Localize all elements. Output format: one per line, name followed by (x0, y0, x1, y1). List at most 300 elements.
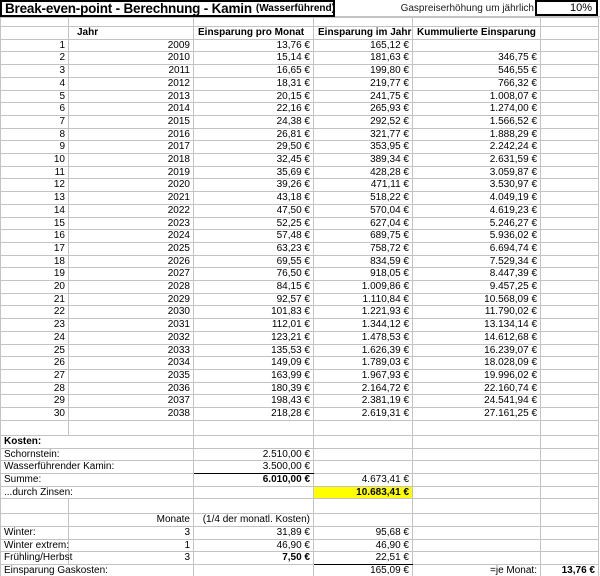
row-number-cell[interactable]: 27 (1, 369, 69, 382)
year-row (1, 103, 599, 116)
empty-cell[interactable] (314, 435, 413, 448)
gas-savings-label[interactable]: Einsparung Gaskosten: (1, 565, 194, 576)
winter-months-cell[interactable]: 3 (69, 527, 194, 540)
empty-cell[interactable] (413, 448, 541, 461)
monthly-saving-cell[interactable]: 26,81 € (194, 128, 314, 141)
winter-per-month-cell[interactable]: 31,89 € (194, 527, 314, 540)
costs-heading[interactable]: Kosten: (1, 435, 194, 448)
row-number-cell[interactable]: 19 (1, 268, 69, 281)
empty-cell[interactable] (541, 103, 599, 116)
monthly-saving-cell[interactable]: 20,15 € (194, 90, 314, 103)
year-cell[interactable]: 2014 (69, 103, 194, 116)
winter-row (1, 527, 599, 540)
empty-cell[interactable] (541, 473, 599, 486)
empty-cell[interactable] (541, 65, 599, 78)
empty-cell[interactable] (413, 420, 541, 435)
monthly-saving-cell[interactable]: 47,50 € (194, 204, 314, 217)
cumulative-saving-cell[interactable]: 22.160,74 € (413, 382, 541, 395)
year-cell[interactable]: 2018 (69, 154, 194, 167)
row-number-cell[interactable]: 29 (1, 395, 69, 408)
monthly-saving-cell[interactable]: 149,09 € (194, 357, 314, 370)
monthly-saving-cell[interactable]: 198,43 € (194, 395, 314, 408)
costs-heading-row (1, 435, 599, 448)
cumulative-saving-cell[interactable]: 14.612,68 € (413, 331, 541, 344)
yearly-saving-cell[interactable]: 292,52 € (314, 115, 413, 128)
empty-cell[interactable] (541, 154, 599, 167)
cumulative-saving-cell[interactable]: 8.447,39 € (413, 268, 541, 281)
year-cell[interactable]: 2032 (69, 331, 194, 344)
empty-cell[interactable] (541, 166, 599, 179)
yearly-saving-cell[interactable]: 428,28 € (314, 166, 413, 179)
sum-row (1, 473, 599, 486)
stove-label[interactable]: Wasserführender Kamin: (1, 461, 194, 474)
yearly-saving-cell[interactable]: 321,77 € (314, 128, 413, 141)
row-number-cell[interactable]: 23 (1, 319, 69, 332)
year-row (1, 39, 599, 52)
year-row (1, 65, 599, 78)
monthly-saving-cell[interactable]: 16,65 € (194, 65, 314, 78)
winter-label[interactable]: Winter: (1, 527, 69, 540)
yearly-saving-cell[interactable]: 389,34 € (314, 154, 413, 167)
empty-cell[interactable] (541, 435, 599, 448)
empty-cell[interactable] (314, 448, 413, 461)
cumulative-saving-cell[interactable]: 766,32 € (413, 77, 541, 90)
empty-cell[interactable] (1, 499, 69, 514)
empty-cell[interactable] (541, 514, 599, 527)
monthly-saving-cell[interactable]: 84,15 € (194, 281, 314, 294)
cumulative-saving-cell[interactable]: 5.246,27 € (413, 217, 541, 230)
year-row (1, 179, 599, 192)
row-number-cell[interactable]: 15 (1, 217, 69, 230)
monthly-saving-cell[interactable]: 76,50 € (194, 268, 314, 281)
yearly-saving-cell[interactable]: 918,05 € (314, 268, 413, 281)
yearly-saving-cell[interactable]: 2.164,72 € (314, 382, 413, 395)
cumulative-saving-cell[interactable]: 13.134,14 € (413, 319, 541, 332)
interest-row (1, 486, 599, 499)
monthly-saving-cell[interactable]: 218,28 € (194, 408, 314, 421)
row-number-cell[interactable]: 14 (1, 204, 69, 217)
cumulative-saving-cell[interactable]: 2.242,24 € (413, 141, 541, 154)
empty-cell[interactable] (69, 18, 194, 27)
year-cell[interactable]: 2035 (69, 369, 194, 382)
empty-cell[interactable] (541, 306, 599, 319)
empty-cell[interactable] (541, 52, 599, 65)
yearly-saving-cell[interactable]: 1.009,86 € (314, 281, 413, 294)
cumulative-saving-cell[interactable]: 27.161,25 € (413, 408, 541, 421)
row-number-cell[interactable]: 26 (1, 357, 69, 370)
empty-cell[interactable] (541, 408, 599, 421)
year-row (1, 331, 599, 344)
yearly-saving-cell[interactable]: 1.967,93 € (314, 369, 413, 382)
cumulative-saving-cell[interactable]: 16.239,07 € (413, 344, 541, 357)
year-cell[interactable]: 2024 (69, 230, 194, 243)
empty-cell[interactable] (541, 27, 599, 40)
sum-costs-cell[interactable]: 6.010,00 € (194, 473, 314, 486)
cumulative-saving-cell[interactable]: 6.694,74 € (413, 242, 541, 255)
year-row (1, 344, 599, 357)
monthly-saving-cell[interactable]: 123,21 € (194, 331, 314, 344)
monthly-saving-cell[interactable]: 92,57 € (194, 293, 314, 306)
monthly-saving-cell[interactable]: 13,76 € (194, 39, 314, 52)
empty-cell[interactable] (194, 486, 314, 499)
sum-label[interactable]: Summe: (1, 473, 194, 486)
cumulative-saving-cell[interactable]: 10.568,09 € (413, 293, 541, 306)
year-cell[interactable]: 2038 (69, 408, 194, 421)
savings-rows (1, 39, 599, 420)
monthly-saving-cell[interactable]: 52,25 € (194, 217, 314, 230)
cumulative-saving-cell[interactable]: 9.457,25 € (413, 281, 541, 294)
empty-cell[interactable] (541, 128, 599, 141)
empty-cell[interactable] (413, 435, 541, 448)
monthly-saving-cell[interactable]: 32,45 € (194, 154, 314, 167)
winter-extrem-row (1, 539, 599, 552)
empty-cell[interactable] (541, 552, 599, 565)
interest-total-cell[interactable]: 10.683,41 € (314, 486, 413, 499)
row-number-cell[interactable]: 7 (1, 115, 69, 128)
yearly-saving-cell[interactable]: 2.619,31 € (314, 408, 413, 421)
empty-cell[interactable] (314, 420, 413, 435)
row-number-cell[interactable]: 17 (1, 242, 69, 255)
year-row (1, 268, 599, 281)
empty-cell[interactable] (541, 499, 599, 514)
empty-cell[interactable] (194, 435, 314, 448)
col-header-einsparung-im-jahr[interactable]: Einsparung im Jahr (314, 27, 413, 40)
yearly-saving-cell[interactable]: 689,75 € (314, 230, 413, 243)
cumulative-saving-cell[interactable]: 2.631,59 € (413, 154, 541, 167)
year-cell[interactable]: 2034 (69, 357, 194, 370)
col-header-jahr[interactable]: Jahr (69, 27, 194, 40)
cumulative-saving-cell[interactable]: 5.936,02 € (413, 230, 541, 243)
empty-cell[interactable] (1, 420, 69, 435)
chimney-label[interactable]: Schornstein: (1, 448, 194, 461)
yearly-saving-cell[interactable]: 627,04 € (314, 217, 413, 230)
empty-cell[interactable] (541, 448, 599, 461)
stove-row (1, 461, 599, 474)
col-header-quarter-note[interactable]: (1/4 der monatl. Kosten) (194, 514, 314, 527)
stove-cost-cell[interactable]: 3.500,00 € (194, 461, 314, 474)
title-suffix: (Wasserführend) (255, 3, 335, 14)
empty-cell[interactable] (541, 382, 599, 395)
empty-cell[interactable] (413, 473, 541, 486)
empty-cell[interactable] (541, 369, 599, 382)
year-row (1, 357, 599, 370)
empty-cell[interactable] (194, 420, 314, 435)
empty-cell[interactable] (314, 514, 413, 527)
fruehling-herbst-per-month-cell[interactable]: 7,50 € (194, 552, 314, 565)
spreadsheet-grid (0, 17, 599, 576)
spacer-row (1, 420, 599, 435)
cumulative-saving-cell[interactable]: 7.529,34 € (413, 255, 541, 268)
empty-cell[interactable] (541, 319, 599, 332)
title-row (0, 0, 600, 17)
monthly-saving-cell[interactable]: 43,18 € (194, 192, 314, 205)
monthly-saving-cell[interactable]: 29,50 € (194, 141, 314, 154)
empty-cell[interactable] (413, 499, 541, 514)
row-number-cell[interactable]: 6 (1, 103, 69, 116)
empty-cell[interactable] (541, 242, 599, 255)
yearly-saving-cell[interactable]: 570,04 € (314, 204, 413, 217)
monthly-saving-cell[interactable]: 22,16 € (194, 103, 314, 116)
yearly-saving-cell[interactable]: 1.110,84 € (314, 293, 413, 306)
year-cell[interactable]: 2029 (69, 293, 194, 306)
year-cell[interactable]: 2033 (69, 344, 194, 357)
year-cell[interactable]: 2016 (69, 128, 194, 141)
year-cell[interactable]: 2011 (69, 65, 194, 78)
year-row (1, 395, 599, 408)
empty-cell[interactable] (1, 27, 69, 40)
cumulative-saving-cell[interactable]: 1.274,00 € (413, 103, 541, 116)
empty-cell[interactable] (541, 115, 599, 128)
cumulative-saving-cell[interactable]: 1.888,29 € (413, 128, 541, 141)
empty-cell[interactable] (69, 420, 194, 435)
fruehling-herbst-label[interactable]: Frühling/Herbst (1, 552, 69, 565)
empty-cell[interactable] (314, 18, 413, 27)
year-row (1, 204, 599, 217)
monthly-saving-cell[interactable]: 63,23 € (194, 242, 314, 255)
cumulative-saving-cell[interactable]: 4.619,23 € (413, 204, 541, 217)
cumulative-saving-cell[interactable]: 3.530,97 € (413, 179, 541, 192)
empty-cell[interactable] (194, 565, 314, 576)
monthly-saving-cell[interactable]: 15,14 € (194, 52, 314, 65)
gas-savings-row (1, 565, 599, 576)
per-month-label-cell[interactable]: =je Monat: (413, 565, 541, 576)
year-cell[interactable]: 2025 (69, 242, 194, 255)
seasons-section (1, 499, 599, 576)
year-cell[interactable]: 2017 (69, 141, 194, 154)
empty-cell[interactable] (541, 77, 599, 90)
yearly-saving-cell[interactable]: 834,59 € (314, 255, 413, 268)
year-cell[interactable]: 2031 (69, 319, 194, 332)
monthly-saving-cell[interactable]: 163,99 € (194, 369, 314, 382)
spacer-row (1, 499, 599, 514)
empty-cell[interactable] (413, 461, 541, 474)
row-number-cell[interactable]: 28 (1, 382, 69, 395)
year-row (1, 192, 599, 205)
yearly-saving-cell[interactable]: 1.478,53 € (314, 331, 413, 344)
empty-cell[interactable] (314, 499, 413, 514)
monthly-saving-cell[interactable]: 24,38 € (194, 115, 314, 128)
empty-cell[interactable] (541, 268, 599, 281)
empty-cell[interactable] (1, 18, 69, 27)
empty-cell[interactable] (541, 255, 599, 268)
empty-cell[interactable] (541, 141, 599, 154)
row-number-cell[interactable]: 21 (1, 293, 69, 306)
row-number-cell[interactable]: 30 (1, 408, 69, 421)
year-row (1, 128, 599, 141)
empty-cell[interactable] (413, 552, 541, 565)
empty-cell[interactable] (541, 18, 599, 27)
gas-savings-total-cell[interactable]: 165,09 € (314, 565, 413, 576)
empty-cell[interactable] (541, 293, 599, 306)
monthly-saving-cell[interactable]: 57,48 € (194, 230, 314, 243)
cumulative-saving-cell[interactable]: 546,55 € (413, 65, 541, 78)
year-row (1, 154, 599, 167)
row-number-cell[interactable]: 20 (1, 281, 69, 294)
year-cell[interactable]: 2009 (69, 39, 194, 52)
yearly-saving-cell[interactable]: 241,75 € (314, 90, 413, 103)
fruehling-herbst-total-cell[interactable]: 22,51 € (314, 552, 413, 565)
year-cell[interactable]: 2037 (69, 395, 194, 408)
monthly-saving-cell[interactable]: 35,69 € (194, 166, 314, 179)
empty-cell[interactable] (194, 499, 314, 514)
yearly-saving-cell[interactable]: 165,12 € (314, 39, 413, 52)
yearly-saving-cell[interactable]: 353,95 € (314, 141, 413, 154)
year-cell[interactable]: 2020 (69, 179, 194, 192)
yearly-saving-cell[interactable]: 1.221,93 € (314, 306, 413, 319)
empty-cell[interactable] (413, 527, 541, 540)
year-row (1, 382, 599, 395)
winter-extrem-total-cell[interactable]: 46,90 € (314, 539, 413, 552)
interest-label[interactable]: ...durch Zinsen: (1, 486, 194, 499)
row-number-cell[interactable]: 2 (1, 52, 69, 65)
year-cell[interactable]: 2015 (69, 115, 194, 128)
gas-increase-value[interactable]: 10% (535, 0, 598, 16)
sum-year-cell[interactable]: 4.673,41 € (314, 473, 413, 486)
empty-cell[interactable] (541, 486, 599, 499)
year-cell[interactable]: 2030 (69, 306, 194, 319)
yearly-saving-cell[interactable]: 265,93 € (314, 103, 413, 116)
monthly-saving-cell[interactable]: 39,26 € (194, 179, 314, 192)
yearly-saving-cell[interactable]: 518,22 € (314, 192, 413, 205)
empty-cell[interactable] (69, 499, 194, 514)
row-number-cell[interactable]: 16 (1, 230, 69, 243)
cumulative-saving-cell[interactable]: 4.049,19 € (413, 192, 541, 205)
monthly-saving-cell[interactable]: 135,53 € (194, 344, 314, 357)
monthly-saving-cell[interactable]: 112,01 € (194, 319, 314, 332)
year-cell[interactable]: 2036 (69, 382, 194, 395)
year-row (1, 217, 599, 230)
year-cell[interactable]: 2012 (69, 77, 194, 90)
year-cell[interactable]: 2026 (69, 255, 194, 268)
yearly-saving-cell[interactable]: 1.344,12 € (314, 319, 413, 332)
empty-cell[interactable] (541, 420, 599, 435)
empty-cell[interactable] (541, 192, 599, 205)
winter-total-cell[interactable]: 95,68 € (314, 527, 413, 540)
empty-cell[interactable] (541, 331, 599, 344)
empty-cell[interactable] (541, 281, 599, 294)
empty-cell[interactable] (541, 179, 599, 192)
cumulative-saving-cell[interactable]: 1.008,07 € (413, 90, 541, 103)
empty-cell[interactable] (541, 39, 599, 52)
empty-cell[interactable] (541, 527, 599, 540)
empty-cell[interactable] (413, 18, 541, 27)
year-cell[interactable]: 2013 (69, 90, 194, 103)
winter-extrem-label[interactable]: Winter extrem: (1, 539, 69, 552)
year-cell[interactable]: 2023 (69, 217, 194, 230)
fruehling-herbst-row (1, 552, 599, 565)
row-number-cell[interactable]: 9 (1, 141, 69, 154)
winter-extrem-months-cell[interactable]: 1 (69, 539, 194, 552)
empty-cell[interactable] (541, 395, 599, 408)
year-row (1, 52, 599, 65)
yearly-saving-cell[interactable]: 2.381,19 € (314, 395, 413, 408)
row-number-cell[interactable]: 13 (1, 192, 69, 205)
monthly-saving-cell[interactable]: 101,83 € (194, 306, 314, 319)
empty-cell[interactable] (413, 486, 541, 499)
year-row (1, 242, 599, 255)
cumulative-saving-cell[interactable]: 18.028,09 € (413, 357, 541, 370)
yearly-saving-cell[interactable]: 199,80 € (314, 65, 413, 78)
winter-extrem-per-month-cell[interactable]: 46,90 € (194, 539, 314, 552)
row-number-cell[interactable]: 1 (1, 39, 69, 52)
row-number-cell[interactable]: 11 (1, 166, 69, 179)
row-number-cell[interactable]: 8 (1, 128, 69, 141)
costs-section (1, 420, 599, 499)
chimney-cost-cell[interactable]: 2.510,00 € (194, 448, 314, 461)
cumulative-saving-cell[interactable]: 346,75 € (413, 52, 541, 65)
row-number-cell[interactable]: 12 (1, 179, 69, 192)
row-number-cell[interactable]: 25 (1, 344, 69, 357)
cumulative-saving-cell[interactable]: 24.541,94 € (413, 395, 541, 408)
fruehling-herbst-months-cell[interactable]: 3 (69, 552, 194, 565)
title-text: Break-even-point - Berechnung - Kamin (5, 1, 252, 16)
year-cell[interactable]: 2028 (69, 281, 194, 294)
header-section (1, 18, 599, 40)
per-month-value-cell[interactable]: 13,76 € (541, 565, 599, 576)
yearly-saving-cell[interactable]: 1.626,39 € (314, 344, 413, 357)
cumulative-saving-cell[interactable] (413, 39, 541, 52)
yearly-saving-cell[interactable]: 758,72 € (314, 242, 413, 255)
row-number-cell[interactable]: 18 (1, 255, 69, 268)
empty-cell[interactable] (314, 461, 413, 474)
col-header-kummulierte-einsparung[interactable]: Kummulierte Einsparung (413, 27, 541, 40)
sheet-title[interactable] (0, 0, 335, 17)
row-number-cell[interactable]: 5 (1, 90, 69, 103)
row-number-cell[interactable]: 3 (1, 65, 69, 78)
monthly-saving-cell[interactable]: 180,39 € (194, 382, 314, 395)
empty-cell[interactable] (194, 18, 314, 27)
year-cell[interactable]: 2010 (69, 52, 194, 65)
empty-cell[interactable] (541, 357, 599, 370)
year-cell[interactable]: 2022 (69, 204, 194, 217)
cumulative-saving-cell[interactable]: 19.996,02 € (413, 369, 541, 382)
monthly-saving-cell[interactable]: 69,55 € (194, 255, 314, 268)
yearly-saving-cell[interactable]: 471,11 € (314, 179, 413, 192)
year-cell[interactable]: 2021 (69, 192, 194, 205)
row-number-cell[interactable]: 24 (1, 331, 69, 344)
monthly-saving-cell[interactable]: 18,31 € (194, 77, 314, 90)
empty-cell[interactable] (541, 539, 599, 552)
row-number-cell[interactable]: 10 (1, 154, 69, 167)
year-row (1, 115, 599, 128)
cumulative-saving-cell[interactable]: 3.059,87 € (413, 166, 541, 179)
col-header-monate[interactable]: Monate (69, 514, 194, 527)
yearly-saving-cell[interactable]: 181,63 € (314, 52, 413, 65)
yearly-saving-cell[interactable]: 1.789,03 € (314, 357, 413, 370)
row-number-cell[interactable]: 22 (1, 306, 69, 319)
empty-cell[interactable] (541, 230, 599, 243)
year-row (1, 255, 599, 268)
row-number-cell[interactable]: 4 (1, 77, 69, 90)
empty-cell[interactable] (541, 90, 599, 103)
empty-cell[interactable] (541, 461, 599, 474)
year-row (1, 230, 599, 243)
year-row (1, 369, 599, 382)
empty-cell[interactable] (413, 539, 541, 552)
empty-cell[interactable] (413, 514, 541, 527)
col-header-einsparung-pro-monat[interactable]: Einsparung pro Monat (194, 27, 314, 40)
empty-cell[interactable] (541, 217, 599, 230)
cumulative-saving-cell[interactable]: 1.566,52 € (413, 115, 541, 128)
cumulative-saving-cell[interactable]: 11.790,02 € (413, 306, 541, 319)
gas-increase-label[interactable]: Gaspreiserhöhung um jährlich (400, 3, 534, 14)
year-cell[interactable]: 2019 (69, 166, 194, 179)
empty-cell[interactable] (541, 344, 599, 357)
empty-cell[interactable] (541, 204, 599, 217)
year-cell[interactable]: 2027 (69, 268, 194, 281)
empty-cell[interactable] (1, 514, 69, 527)
yearly-saving-cell[interactable]: 219,77 € (314, 77, 413, 90)
